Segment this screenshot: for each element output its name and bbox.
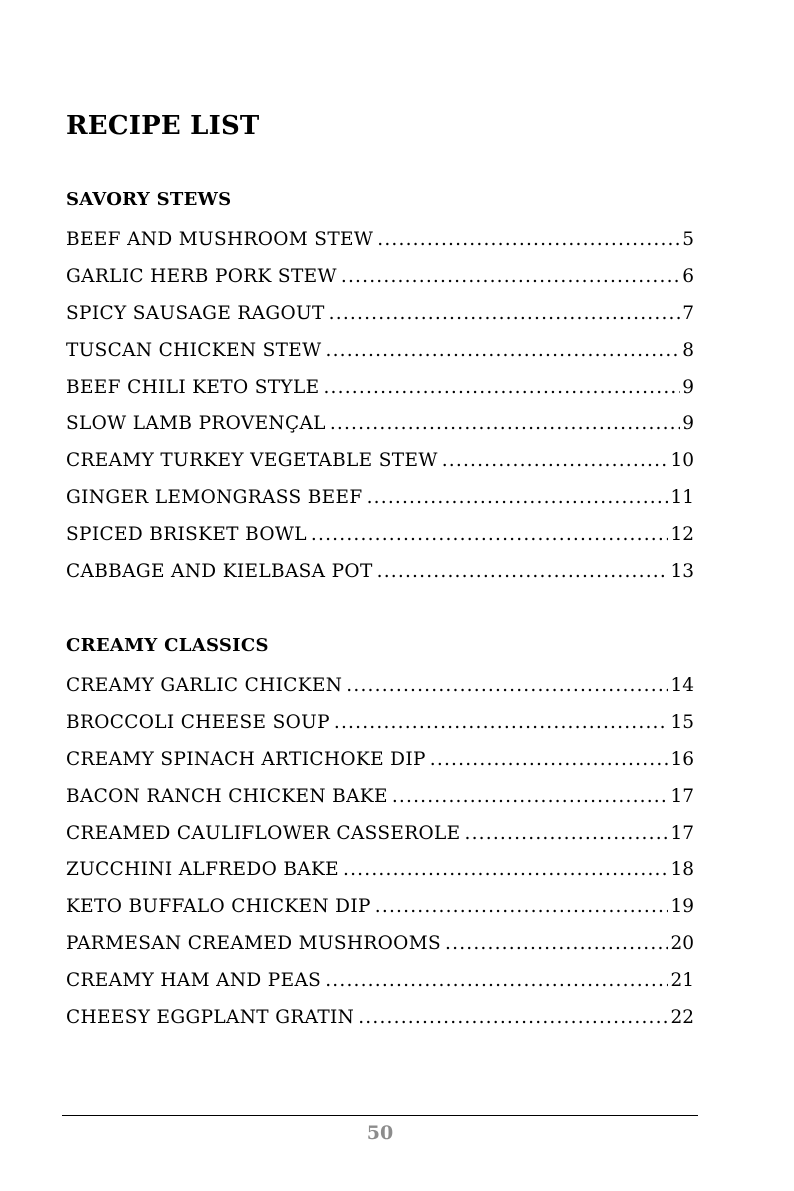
toc-list: [66, 222, 694, 591]
dot-leader: [343, 852, 668, 889]
entry-title: KETO BUFFALO CHICKEN DIP: [66, 896, 371, 918]
entry-title: CREAMED CAULIFLOWER CASSEROLE: [66, 822, 461, 844]
dot-leader: [325, 963, 668, 1000]
page-title: RECIPE LIST: [66, 111, 260, 141]
toc-entry[interactable]: [66, 1000, 694, 1037]
entry-title: CREAMY GARLIC CHICKEN: [66, 675, 343, 696]
dot-leader: [377, 554, 669, 591]
entry-page-number: 11: [670, 487, 694, 509]
dot-leader: [326, 333, 681, 370]
dot-leader: [367, 480, 669, 517]
dot-leader: [430, 742, 669, 779]
entry-page-number: 17: [670, 785, 694, 807]
dot-leader: [445, 926, 668, 963]
entry-title: SLOW LAMB PROVENÇAL: [66, 413, 326, 435]
entry-title: GARLIC HERB PORK STEW: [66, 265, 337, 287]
dot-leader: [358, 1000, 668, 1037]
section-savory-stews: [66, 186, 694, 591]
entry-title: CREAMY SPINACH ARTICHOKE DIP: [66, 748, 426, 770]
entry-title: BEEF AND MUSHROOM STEW: [66, 229, 374, 250]
entry-title: BEEF CHILI KETO STYLE: [66, 376, 320, 398]
toc-entry[interactable]: [66, 554, 694, 591]
footer-rule: [62, 1115, 698, 1116]
entry-title: CREAMY TURKEY VEGETABLE STEW: [66, 450, 438, 472]
entry-title: SPICED BRISKET BOWL: [66, 524, 307, 546]
page-number: 50: [366, 1122, 394, 1144]
section-creamy-classics: [66, 632, 694, 1037]
entry-page-number: 18: [670, 859, 694, 881]
entry-title: TUSCAN CHICKEN STEW: [66, 339, 322, 361]
entry-page-number: 15: [670, 711, 694, 733]
toc-entry[interactable]: [66, 517, 694, 554]
entry-page-number: 17: [670, 822, 694, 844]
entry-page-number: 19: [670, 896, 694, 918]
dot-leader: [330, 406, 680, 443]
entry-page-number: 8: [682, 339, 694, 361]
entry-page-number: 9: [682, 376, 694, 398]
entry-title: CHEESY EGGPLANT GRATIN: [66, 1007, 355, 1029]
dot-leader: [465, 816, 669, 853]
entry-page-number: 16: [670, 748, 694, 770]
entry-page-number: 7: [682, 302, 694, 324]
entry-page-number: 6: [682, 265, 694, 287]
toc-entry[interactable]: [66, 668, 694, 705]
dot-leader: [375, 889, 669, 926]
dot-leader: [346, 668, 668, 705]
entry-page-number: 12: [670, 524, 694, 546]
dot-leader: [392, 779, 669, 816]
entry-title: CREAMY HAM AND PEAS: [66, 970, 322, 992]
entry-page-number: 22: [670, 1007, 694, 1029]
dot-leader: [323, 370, 680, 407]
entry-page-number: 10: [670, 450, 694, 472]
dot-leader: [341, 259, 680, 296]
section-heading: SAVORY STEWS: [66, 189, 232, 210]
entry-title: BACON RANCH CHICKEN BAKE: [66, 785, 388, 807]
dot-leader: [442, 443, 669, 480]
section-heading: CREAMY CLASSICS: [66, 635, 269, 656]
dot-leader: [329, 296, 681, 333]
entry-title: CABBAGE AND KIELBASA POT: [66, 561, 373, 583]
toc-entry[interactable]: [66, 370, 694, 407]
toc-entry[interactable]: [66, 889, 694, 926]
entry-page-number: 21: [670, 970, 694, 992]
toc-entry[interactable]: [66, 333, 694, 370]
toc-entry[interactable]: [66, 480, 694, 517]
toc-entry[interactable]: [66, 296, 694, 333]
entry-page-number: 20: [670, 933, 694, 955]
toc-entry[interactable]: [66, 259, 694, 296]
entry-title: ZUCCHINI ALFREDO BAKE: [66, 859, 339, 881]
toc-entry[interactable]: [66, 222, 694, 259]
toc-entry[interactable]: [66, 963, 694, 1000]
toc-entry[interactable]: [66, 816, 694, 853]
entry-title: BROCCOLI CHEESE SOUP: [66, 711, 330, 733]
entry-title: GINGER LEMONGRASS BEEF: [66, 487, 363, 509]
entry-title: PARMESAN CREAMED MUSHROOMS: [66, 933, 442, 955]
dot-leader: [311, 517, 669, 554]
toc-entry[interactable]: [66, 443, 694, 480]
toc-entry[interactable]: [66, 779, 694, 816]
toc-list: [66, 668, 694, 1037]
toc-entry[interactable]: [66, 926, 694, 963]
entry-page-number: 13: [670, 561, 694, 583]
toc-entry[interactable]: [66, 852, 694, 889]
entry-title: SPICY SAUSAGE RAGOUT: [66, 302, 325, 324]
entry-page-number: 5: [682, 229, 694, 250]
dot-leader: [334, 705, 669, 742]
toc-entry[interactable]: [66, 705, 694, 742]
dot-leader: [377, 222, 680, 259]
toc-entry[interactable]: [66, 406, 694, 443]
entry-page-number: 14: [670, 675, 694, 696]
toc-entry[interactable]: [66, 742, 694, 779]
entry-page-number: 9: [682, 413, 694, 435]
